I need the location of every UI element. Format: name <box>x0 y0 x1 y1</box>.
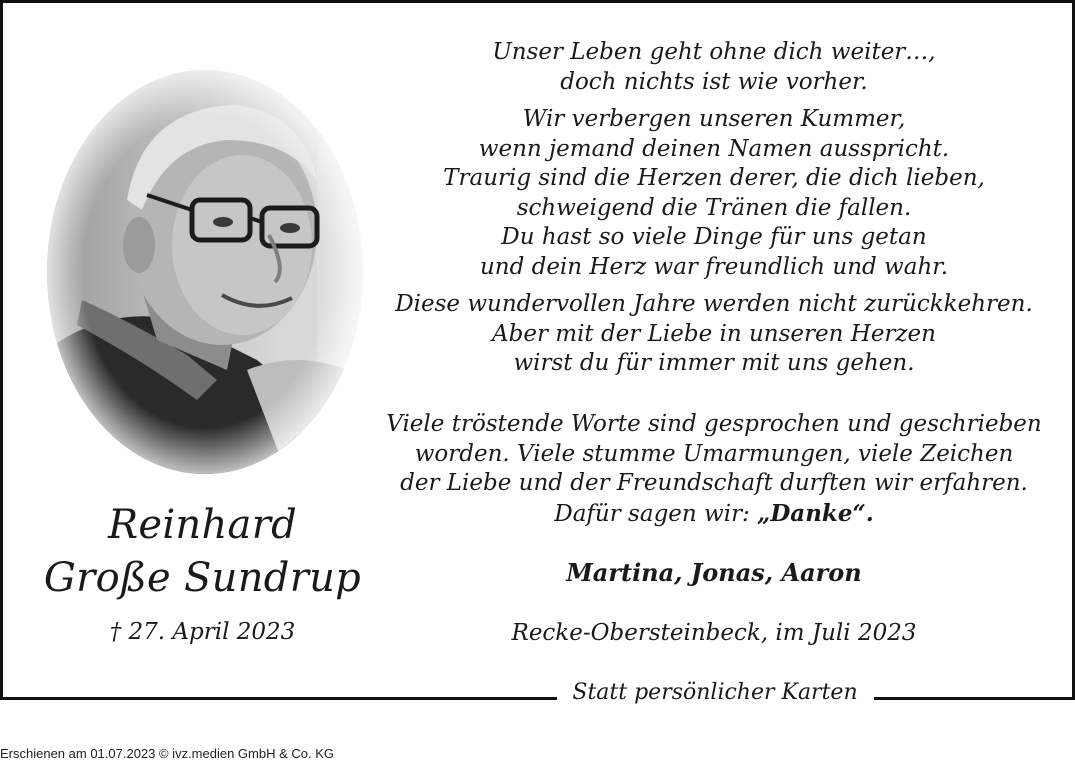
poem-line: Diese wundervollen Jahre werden nicht zurückkehren. <box>395 291 1033 317</box>
thanks-line: Viele tröstende Worte sind gesprochen und geschrieben <box>386 411 1042 437</box>
poem-line: Traurig sind die Herzen derer, die dich lieben, <box>443 165 985 191</box>
family-signature: Martina, Jonas, Aaron <box>566 558 862 587</box>
poem-line: Unser Leben geht ohne dich weiter…, <box>492 39 936 65</box>
deceased-last-name: Große Sundrup <box>43 555 362 601</box>
frame-border-left <box>0 0 3 700</box>
poem-stanza-2 <box>385 105 1043 282</box>
cards-note: Statt persönlicher Karten <box>572 680 858 705</box>
poem-line: Aber mit der Liebe in unseren Herzen <box>492 320 936 347</box>
poem-stanza-3 <box>385 290 1043 379</box>
thanks-prefix: Dafür sagen wir: <box>554 500 758 527</box>
danke-word: „Danke“. <box>757 499 874 527</box>
frame-border-top <box>0 0 1075 3</box>
publisher-credit: Erschienen am 01.07.2023 © ivz.medien GmbH & Co. KG <box>0 746 335 761</box>
death-date: † 27. April 2023 <box>109 619 296 645</box>
poem-line: Wir verbergen unseren Kummer, <box>522 106 906 132</box>
portrait-photo-image <box>47 70 363 474</box>
poem-line: schweigend die Tränen die fallen. <box>516 194 912 221</box>
poem-line: wenn jemand deinen Namen ausspricht. <box>478 135 950 162</box>
place-date: Recke-Obersteinbeck, im Juli 2023 <box>511 620 917 646</box>
deceased-first-name: Reinhard <box>107 502 298 548</box>
frame-border-bottom-right <box>874 697 1075 700</box>
thanks-line: der Liebe und der Freundschaft durften wir erfahren. <box>400 470 1028 496</box>
poem-line: Du hast so viele Dinge für uns getan <box>501 224 927 250</box>
thanks-closing <box>385 499 1043 530</box>
thanks-paragraph <box>385 410 1043 529</box>
poem-line: doch nichts ist wie vorher. <box>560 68 868 95</box>
portrait-photo <box>47 70 363 474</box>
poem-line: wirst du für immer mit uns gehen. <box>513 350 915 376</box>
poem-line: und dein Herz war freundlich und wahr. <box>479 253 949 280</box>
frame-border-bottom-left <box>0 697 557 700</box>
poem-stanza-1 <box>385 38 1043 97</box>
thanks-line: worden. Viele stumme Umarmungen, viele Zeichen <box>414 440 1014 467</box>
